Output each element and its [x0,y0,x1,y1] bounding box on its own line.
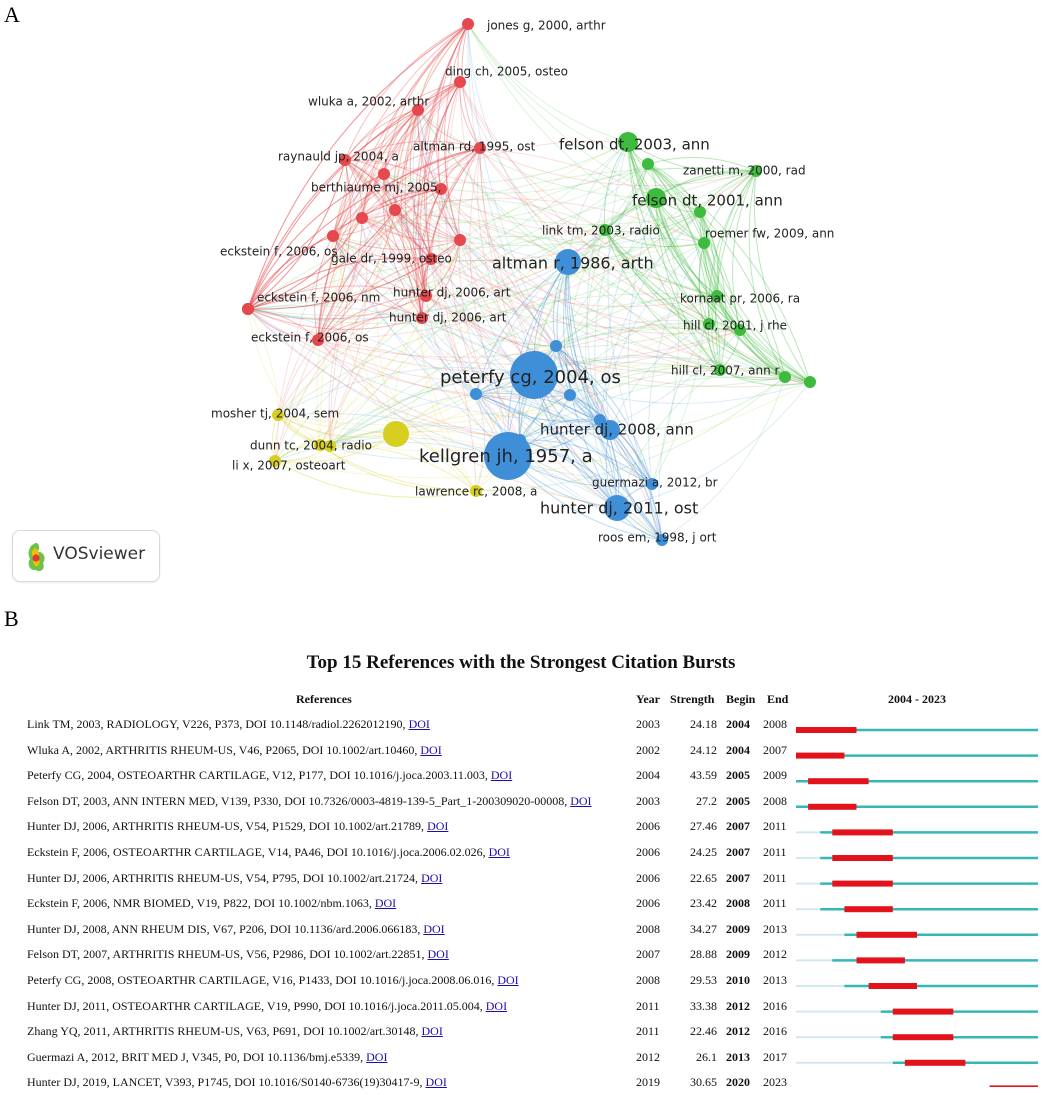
reference-text: Link TM, 2003, RADIOLOGY, V226, P373, DOI 10.1148/radiol.2262012190, [27,717,409,731]
network-node-label: raynauld jp, 2004, a [278,149,399,164]
network-edge [468,24,628,142]
doi-link[interactable]: DOI [427,819,449,834]
burst-row-strength: 24.25 [690,845,717,859]
burst-row-strength: 29.53 [690,973,717,987]
burst-row [0,1019,1042,1044]
burst-row [0,789,1042,814]
burst-row-begin: 2009 [726,947,750,962]
burst-row-begin: 2020 [726,1075,750,1090]
burst-row-begin: 2005 [726,768,750,783]
network-node-label: berthiaume mj, 2005, [311,180,442,195]
burst-row-strength: 24.12 [690,742,717,757]
burst-row [0,994,1042,1019]
burst-row-strength: 24.18 [690,717,717,731]
burst-row-strength: 27.46 [690,819,717,834]
burst-row-reference [27,999,507,1014]
reference-text: Hunter DJ, 2006, ARTHRITIS RHEUM-US, V54, P1529, DOI 10.1002/art.21789, [27,819,428,834]
burst-row-end: 2016 [763,1024,787,1039]
network-node-label: jones g, 2000, arthr [487,18,606,33]
network-node-label: zanetti m, 2000, rad [683,163,806,178]
burst-row-reference [27,845,510,860]
burst-row-year: 2003 [636,793,660,808]
burst-row [0,866,1042,891]
burst-row-begin: 2008 [726,896,750,911]
burst-row-reference [27,922,445,937]
burst-row-strength: 26.1 [696,1049,717,1064]
burst-row [0,814,1042,839]
reference-text: Eckstein F, 2006, NMR BIOMED, V19, P822, DOI 10.1002/nbm.1063, [27,896,375,911]
network-node-label: eckstein f, 2006, os [220,244,338,259]
burst-row-year: 2006 [636,870,660,885]
reference-text: Peterfy CG, 2008, OSTEOARTHR CARTILAGE, V16, P1433, DOI 10.1016/j.joca.2008.06.016, [27,973,498,987]
burst-row-reference [27,871,442,886]
burst-row-begin: 2007 [726,845,750,859]
col-header-strength: Strength [670,692,715,706]
col-header-begin: Begin [726,692,756,706]
network-node-label: wluka a, 2002, arthr [308,94,430,109]
burst-table-title: Top 15 References with the Strongest Citation Bursts [306,652,736,673]
burst-row-strength: 23.42 [690,896,717,911]
network-node-label: peterfy cg, 2004, os [440,367,621,388]
reference-text: Hunter DJ, 2019, LANCET, V393, P1745, DOI 10.1016/S0140-6736(19)30417-9, [27,1075,426,1090]
burst-row [0,891,1042,916]
network-node-label: link tm, 2003, radio [542,223,660,238]
reference-text: Eckstein F, 2006, OSTEOARTHR CARTILAGE, V14, PA46, DOI 10.1016/j.joca.2006.02.026, [27,845,489,859]
burst-row-year: 2006 [636,896,660,911]
network-node-label: hunter dj, 2006, art [389,310,507,325]
network-node[interactable] [454,234,466,246]
burst-row-year: 2008 [636,921,660,936]
burst-row-end: 2008 [763,793,787,808]
doi-link[interactable]: DOI [570,793,592,808]
burst-row-strength: 43.59 [690,768,717,783]
col-header-timeline: 2004 - 2023 [888,692,946,706]
burst-row-strength: 22.65 [690,870,717,885]
burst-row [0,942,1042,967]
reference-text: Felson DT, 2007, ARTHRITIS RHEUM-US, V56, P2986, DOI 10.1002/art.22851, [27,947,428,962]
network-node-label: hill cl, 2001, j rhe [683,318,788,333]
doi-link[interactable]: DOI [420,742,442,757]
burst-row [0,968,1042,993]
burst-row [0,917,1042,942]
burst-row-strength: 34.27 [690,921,717,936]
burst-row-end: 2016 [763,998,787,1013]
burst-row-year: 2003 [636,717,660,731]
burst-row-reference [27,973,519,988]
burst-row-reference [27,1024,443,1039]
burst-row-end: 2011 [763,845,787,859]
network-node[interactable] [462,18,474,30]
burst-row [0,1045,1042,1070]
burst-row-strength: 22.46 [690,1024,717,1039]
burst-row-end: 2008 [763,717,787,731]
burst-row [0,712,1042,737]
doi-link[interactable]: DOI [423,921,445,936]
burst-row-year: 2011 [636,998,660,1013]
network-node-label: roos em, 1998, j ort [598,530,717,545]
burst-row-end: 2013 [763,921,787,936]
network-node-label: eckstein f, 2006, nm [257,290,381,305]
burst-row-end: 2012 [763,947,787,962]
doi-link[interactable]: DOI [427,947,449,962]
burst-row-end: 2009 [763,768,787,783]
doi-link[interactable]: DOI [366,1049,388,1064]
burst-row-begin: 2009 [726,921,750,936]
doi-link[interactable]: DOI [490,768,513,783]
burst-row-year: 2002 [636,742,660,757]
burst-row [0,1070,1042,1095]
burst-row-reference [27,768,512,783]
burst-row-end: 2007 [763,742,787,757]
burst-row-strength: 28.88 [690,947,717,962]
network-node-label: felson dt, 2003, ann [559,135,710,154]
burst-row-begin: 2004 [726,742,750,757]
network-node-label: gale dr, 1999, osteo [331,251,452,266]
burst-row-reference [27,717,430,732]
network-node-label: dunn tc, 2004, radio [250,438,372,453]
network-edge [462,24,480,148]
burst-row-begin: 2010 [726,973,750,987]
burst-row-begin: 2012 [726,998,750,1013]
network-node-label: guermazi a, 2012, br [592,475,718,490]
col-header-references: References [296,692,352,706]
burst-row-end: 2011 [763,896,787,911]
burst-row-end: 2013 [763,973,787,987]
burst-row-year: 2019 [636,1075,660,1090]
doi-link[interactable]: DOI [421,870,443,885]
network-node[interactable] [550,340,562,352]
network-node-label: hunter dj, 2011, ost [540,498,699,518]
doi-link[interactable]: DOI [408,717,430,731]
vosviewer-logo-icon [21,539,51,575]
network-node-label: eckstein f, 2006, os [251,330,369,345]
network-node[interactable] [242,303,254,315]
burst-row-begin: 2007 [726,819,750,834]
burst-row-begin: 2012 [726,1024,750,1039]
network-node[interactable] [389,204,401,216]
network-node-label: hunter dj, 2006, art [393,285,511,300]
doi-link[interactable]: DOI [485,998,508,1013]
burst-row-strength: 33.38 [690,998,717,1013]
burst-row-year: 2011 [636,1024,660,1039]
reference-text: Hunter DJ, 2011, OSTEOARTHR CARTILAGE, V19, P990, DOI 10.1016/j.joca.2011.05.004, [27,998,486,1013]
burst-row-begin: 2007 [726,870,750,885]
reference-text: Hunter DJ, 2006, ARTHRITIS RHEUM-US, V54, P795, DOI 10.1002/art.21724, [27,870,422,885]
network-node-label: kellgren jh, 1957, a [419,446,593,467]
doi-link[interactable]: DOI [425,1075,447,1090]
network-edge [460,82,605,230]
burst-row-year: 2008 [636,973,660,987]
reference-text: Felson DT, 2003, ANN INTERN MED, V139, P330, DOI 10.7326/0003-4819-139-5_Part_1-200309020-00008, [27,793,571,808]
burst-row-end: 2011 [763,870,787,885]
burst-row-strength: 27.2 [696,793,717,808]
network-node[interactable] [779,371,791,383]
vosviewer-logo [12,530,160,582]
vosviewer-logo-text: VOSviewer [53,544,146,564]
panel-a-label: A [4,2,20,27]
burst-row [0,738,1042,763]
network-node-label: felson dt, 2001, ann [632,191,783,210]
burst-row-reference [27,1050,387,1065]
burst-row-end: 2011 [763,819,787,834]
reference-text: Zhang YQ, 2011, ARTHRITIS RHEUM-US, V63, P691, DOI 10.1002/art.30148, [27,1024,422,1039]
burst-row-reference [27,896,396,911]
network-node-label: altman r, 1986, arth [492,253,654,273]
reference-text: Guermazi A, 2012, BRIT MED J, V345, P0, DOI 10.1136/bmj.e5339, [27,1049,367,1064]
burst-row-end: 2017 [763,1049,787,1064]
burst-row-reference [27,743,442,758]
network-node[interactable] [378,168,390,180]
network-node[interactable] [327,230,339,242]
network-node-label: hill cl, 2007, ann r [671,363,780,378]
burst-row-strength: 30.65 [690,1075,717,1090]
network-node-label: ding ch, 2005, osteo [445,64,569,79]
burst-row-reference [27,819,448,834]
burst-row [0,763,1042,788]
reference-text: Peterfy CG, 2004, OSTEOARTHR CARTILAGE, V12, P177, DOI 10.1016/j.joca.2003.11.003, [27,768,491,783]
burst-row-reference [27,1075,447,1090]
network-node[interactable] [804,376,816,388]
burst-row-begin: 2005 [726,793,750,808]
network-node[interactable] [564,389,576,401]
panel-b-label: B [4,606,19,631]
network-node-label: mosher tj, 2004, sem [211,406,340,421]
network-node-label: kornaat pr, 2006, ra [680,291,801,306]
network-node[interactable] [356,212,368,224]
burst-row-reference [27,947,449,962]
network-node-label: roemer fw, 2009, ann [705,226,835,241]
reference-text: Hunter DJ, 2008, ANN RHEUM DIS, V67, P206, DOI 10.1136/ard.2006.066183, [27,921,424,936]
burst-row-end: 2023 [763,1075,787,1090]
network-node[interactable] [642,158,654,170]
col-header-year: Year [636,692,660,706]
doi-link[interactable]: DOI [421,1024,443,1039]
burst-row-begin: 2013 [726,1049,750,1064]
col-header-end: End [767,692,789,706]
doi-link[interactable]: DOI [497,973,519,987]
network-node-label: hunter dj, 2008, ann [540,420,694,439]
doi-link[interactable]: DOI [488,845,510,859]
network-node-label: li x, 2007, osteoart [232,458,346,473]
burst-row-year: 2006 [636,845,660,859]
doi-link[interactable]: DOI [374,896,397,911]
network-node[interactable] [383,421,409,447]
network-node[interactable] [470,388,482,400]
reference-text: Wluka A, 2002, ARTHRITIS RHEUM-US, V46, P2065, DOI 10.1002/art.10460, [27,742,421,757]
burst-row-year: 2006 [636,819,660,834]
burst-row-year: 2004 [636,768,660,783]
burst-row-begin: 2004 [726,717,750,731]
burst-row-year: 2007 [636,947,660,962]
network-node-label: altman rd, 1995, ost [413,139,536,154]
burst-row [0,840,1042,865]
network-node-label: lawrence rc, 2008, a [415,484,538,499]
burst-row-year: 2012 [636,1049,660,1064]
burst-row-reference [27,794,592,809]
